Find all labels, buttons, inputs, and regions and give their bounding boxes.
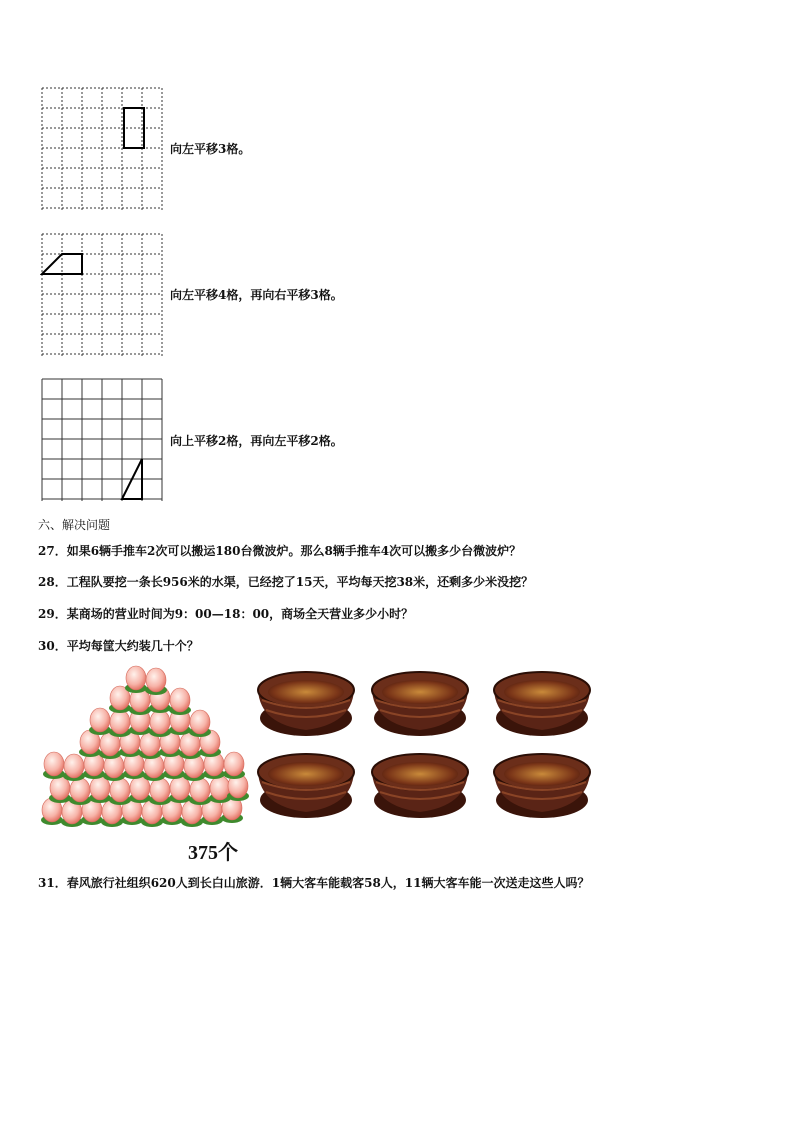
peach-pile [41, 666, 249, 827]
peach-count-label: 375个 [188, 842, 238, 864]
question-31: 31．春风旅行社组织620人到长白山旅游．1辆大客车能载客58人，11辆大客车能一次送走这些人吗？ [38, 876, 590, 890]
question-30: 30．平均每筐大约装几十个？ [38, 639, 199, 653]
question-29: 29．某商场的营业时间为9：00—18：00，商场全天营业多少小时？ [38, 607, 414, 621]
baskets [258, 672, 590, 818]
grid-figure-3 [40, 377, 166, 503]
grid-figure-1 [40, 86, 166, 212]
question-28: 28．工程队要挖一条长956米的水渠，已经挖了15天，平均每天挖38米，还剩多少米没挖？ [38, 575, 534, 589]
peaches-and-baskets-illustration [40, 660, 600, 830]
grid-instruction-1: 向左平移3格。 [170, 142, 251, 156]
grid-figure-2 [40, 232, 166, 358]
question-27: 27．如果6辆手推车2次可以搬运180台微波炉。那么8辆手推车4次可以搬多少台微波炉？ [38, 544, 522, 558]
section-title: 六、解决问题 [38, 518, 111, 532]
grid-instruction-2: 向左平移4格，再向右平移3格。 [170, 288, 343, 302]
grid-instruction-3: 向上平移2格，再向左平移2格。 [170, 434, 343, 448]
